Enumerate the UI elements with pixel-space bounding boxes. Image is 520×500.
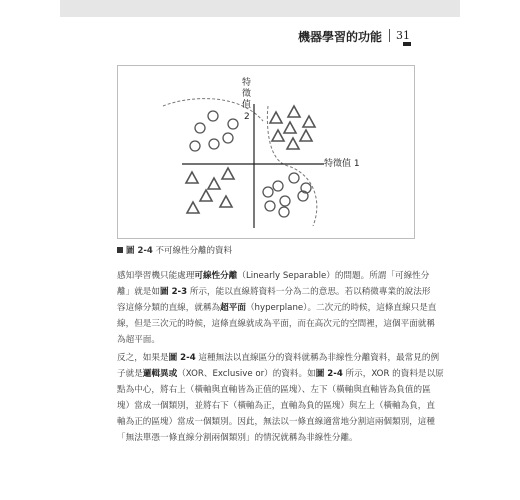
circle-marker xyxy=(209,139,219,149)
circle-marker xyxy=(273,181,283,191)
triangle-marker xyxy=(284,122,296,133)
page-number: 31 xyxy=(396,29,410,42)
page-header xyxy=(0,28,410,48)
caption-number: 圖 2-4 xyxy=(126,246,153,256)
p2-line-3: 點為中心，將右上（橫軸與直軸皆為正值的區塊）、左下（橫軸與直軸皆為負值的區 xyxy=(117,385,431,395)
header-separator xyxy=(389,29,390,42)
p2-line-5: 軸為正的區塊）當成一個類別。因此，無法以一條直線適當地分割這兩個類別，這種 xyxy=(117,417,435,427)
top-strip xyxy=(60,0,460,17)
triangle-marker xyxy=(288,106,300,117)
data-markers xyxy=(186,106,315,217)
triangle-marker xyxy=(272,130,284,141)
y-axis-label-1: 特 xyxy=(242,78,252,88)
paragraph-2 xyxy=(117,350,444,446)
triangle-marker xyxy=(220,196,232,207)
p2-line-2: 子就是邏輯異或（XOR、Exclusive or）的資料。如圖 2-4 所示，XOR 的資料是以原 xyxy=(117,369,444,379)
triangle-marker xyxy=(303,116,315,127)
x-axis-label: 特徵值 1 xyxy=(324,159,360,169)
chapter-title: 機器學習的功能 xyxy=(297,30,382,44)
circle-marker xyxy=(263,187,273,197)
caption-text: 不可線性分離的資料 xyxy=(155,246,233,256)
triangle-marker xyxy=(287,138,299,149)
circle-marker xyxy=(265,201,275,211)
circle-marker xyxy=(190,141,200,151)
figure-caption xyxy=(117,244,232,256)
figure-xor-plot xyxy=(117,65,415,239)
p1-line-2: 離」就是如圖 2-3 所示，能以直線將資料一分為二的意思。若以稍微專業的說法形 xyxy=(117,287,431,297)
triangle-marker xyxy=(187,202,199,213)
triangle-marker xyxy=(300,130,312,141)
xor-diagram xyxy=(118,66,414,238)
paragraph-1 xyxy=(117,268,437,348)
triangle-marker xyxy=(186,172,198,183)
p1-line-3: 容這條分類的直線，就稱為超平面（hyperplane）。二次元的時候，這條直線只是直 xyxy=(117,303,437,313)
circle-marker xyxy=(208,111,218,121)
circle-marker xyxy=(280,196,290,206)
circle-marker xyxy=(289,173,299,183)
p1-line-4: 線，但是三次元的時候，這條直線就成為平面，而在高次元的空間裡，這個平面就稱 xyxy=(117,319,435,329)
caption-square-icon xyxy=(117,247,123,253)
y-axis-label-2: 徵 xyxy=(242,89,252,99)
triangle-marker xyxy=(270,112,282,123)
p2-line-4: 塊）當成一個類別，並將右下（橫軸為正，直軸為負的區塊）與左上（橫軸為負，直 xyxy=(117,401,435,411)
circle-marker xyxy=(279,207,289,217)
p1-line-1: 感知學習機只能處理可線性分離（Linearly Separable）的問題。所謂「可線性分 xyxy=(117,271,430,281)
y-axis-label-3: 值 xyxy=(242,100,252,110)
circle-marker xyxy=(223,133,233,143)
triangle-marker xyxy=(208,178,220,189)
triangle-marker xyxy=(222,168,234,179)
circle-marker xyxy=(228,119,238,129)
circle-marker xyxy=(195,123,205,133)
y-axis-label-4: 2 xyxy=(244,112,250,122)
triangle-marker xyxy=(200,190,212,201)
p1-line-5: 為超平面。 xyxy=(117,335,160,345)
header-mark xyxy=(403,42,411,46)
p2-line-1: 反之，如果是圖 2-4 這種無法以直線區分的資料就稱為非線性分離資料，最常見的例 xyxy=(117,353,440,363)
p2-line-6: 「無法單憑一條直線分割兩個類別」的情況就稱為非線性分離。 xyxy=(117,433,358,443)
